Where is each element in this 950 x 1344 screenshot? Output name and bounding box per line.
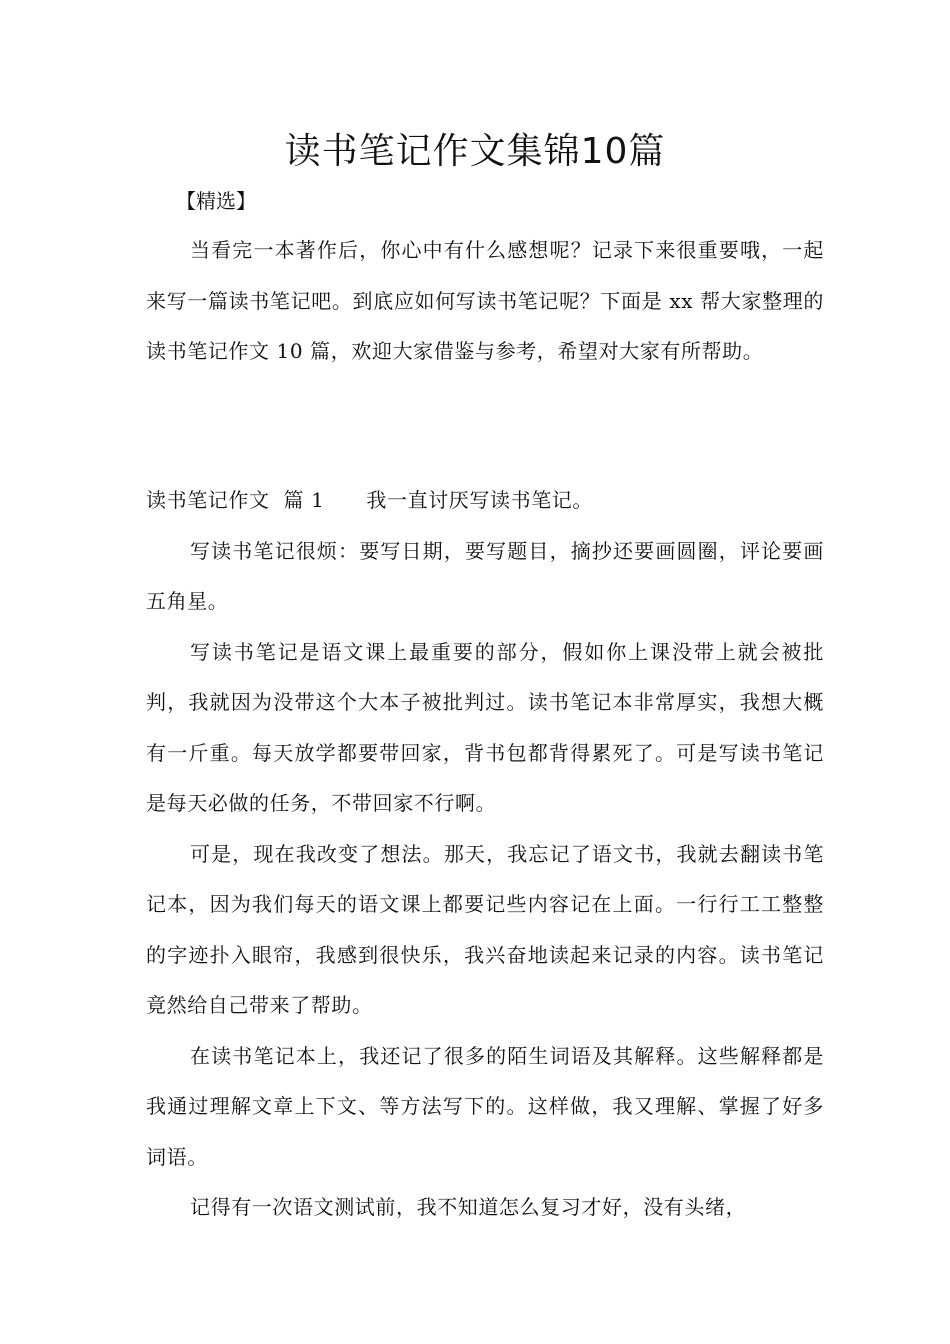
section-first-sentence: 我一直讨厌写读书笔记。 [366, 488, 594, 512]
section-heading-line [146, 475, 824, 526]
article-paragraph: 记得有一次语文测试前，我不知道怎么复习才好，没有头绪， [190, 1195, 747, 1219]
article-paragraph: 可是，现在我改变了想法。那天，我忘记了语文书，我就去翻读书笔记本，因为我们每天的语文课上都要记些内容记在上面。一行行工工整整的字迹扑入眼帘，我感到很快乐，我兴奋地读起来记录的内容。读书笔记竟然给自己带来了帮助。 [146, 841, 824, 1017]
intro-section [146, 225, 824, 377]
document-title: 读书笔记作文集锦10篇 [284, 131, 666, 172]
article-paragraph: 写读书笔记很烦：要写日期，要写题目，摘抄还要画圆圈，评论要画五角星。 [146, 538, 824, 613]
article-paragraph: 写读书笔记是语文课上最重要的部分，假如你上课没带上就会被批判，我就因为没带这个大本子被批判过。读书笔记本非常厚实，我想大概有一斤重。每天放学都要带回家，背书包都背得累死了。可是写读书笔记是每天必做的任务，不带回家不行啊。 [146, 639, 824, 815]
selection-tag: 【精选】 [176, 189, 256, 213]
section-heading: 读书笔记作文 篇 1 [146, 488, 325, 512]
article-paragraph: 在读书笔记本上，我还记了很多的陌生词语及其解释。这些解释都是我通过理解文章上下文、等方法写下的。这样做，我又理解、掌握了好多词语。 [146, 1043, 824, 1169]
article-section [146, 475, 824, 1233]
intro-paragraph: 当看完一本著作后，你心中有什么感想呢？记录下来很重要哦，一起来写一篇读书笔记吧。到底应如何写读书笔记呢？下面是 xx 帮大家整理的读书笔记作文 10 篇，欢迎大家借鉴与参考，希望对大家有所帮助。 [146, 238, 824, 363]
